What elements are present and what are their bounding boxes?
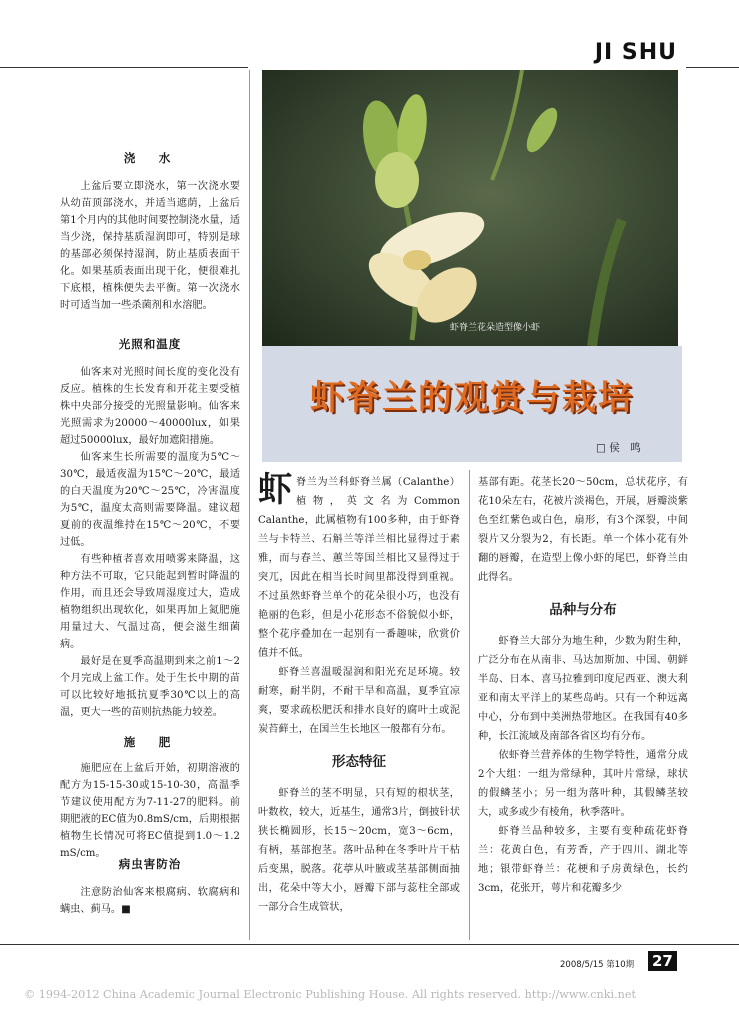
column-divider	[249, 70, 250, 940]
paragraph: 基部有距。花茎长20～50cm，总状花序，有花10朵左右，花被片淡褐色，开展，唇瓣淡紫色至红紫色或白色，扇形，有3个深裂，中间裂片又分裂为2，有长距。单一个体小花有外翻的唇瓣，在造型上像小虾的尾巴，虾脊兰由此得名。	[478, 477, 688, 583]
paragraph-text: 脊兰为兰科虾脊兰属（Calanthe）植物，英文名为Common Calanthe，此属植物有100多种，由于虾脊兰与卡特兰、石斛兰等洋兰相比显得过于素雅，而与春兰、蕙兰等国兰相比又显得过于突兀，因此在相当长时间里都没得到重视。不过虽然虾脊兰单个的花朵很小巧，也没有艳丽的色彩，但是小花形态不俗貌似小虾，整个花序叠加在一起别有一番趣味，欣赏价值并不低。	[258, 477, 460, 659]
orchid-illustration	[262, 70, 678, 346]
section-heading-fertilize: 施 肥	[123, 735, 177, 749]
paragraph: 最好是在夏季高温期到来之前1～2个月完成上盆工作。处于生长中期的苗可以比较好地抵抗夏季30℃以上的高温，更大一些的苗则抗热能力较差。	[60, 656, 240, 718]
footer-rule	[0, 944, 739, 945]
light-text	[60, 364, 240, 721]
paragraph: 仙客来生长所需要的温度为5℃～30℃，最适夜温为15℃～20℃，最适的白天温度为20℃～25℃，冷害温度为5℃，温度太高则需要降温。建议超夏前的夜温维持在15℃～20℃，不要过低。	[60, 452, 240, 548]
orchid-photo	[262, 70, 678, 346]
section-heading-watering: 浇 水	[123, 151, 177, 165]
paragraph	[258, 470, 460, 663]
paragraph: 施肥应在上盆后开始，初期溶液的配方为15-15-30或15-10-30，高温季节建议使用配方为7-11-27的肥料。前期肥液的EC值为0.8mS/cm，后期根据植物生长情况可将EC值提到1.0～1.2 mS/cm。	[60, 763, 240, 859]
paragraph: 虾脊兰的茎不明显，只有短的根状茎，叶数枚，较大，近基生，通常3片，倒披针状狭长椭圆形，长15～20cm，宽3～6cm，有柄，基部抱茎。落叶品种在冬季叶片干枯后变黑，脱落。花葶从叶腋或茎基部侧面抽出，花朵中等大小，唇瓣下部与蕊柱全部或一部分合生成管状，	[258, 788, 460, 913]
issue-date: 2008/5/15 第10期	[560, 960, 635, 970]
header-rule	[0, 67, 248, 68]
subheading-morphology: 形态特征	[332, 754, 386, 770]
paragraph: 有些种植者喜欢用喷雾来降温，这种方法不可取，它只能起到暂时降温的作用，而且还会导致周湿度过大，造成植物组织出现软化，如果再加上氮肥施用量过大、气温过高，便会滋生细菌病。	[60, 554, 240, 650]
section-tag: JI SHU	[594, 40, 677, 65]
paragraph: 注意防治仙客来根腐病、软腐病和螨虫、蓟马。■	[60, 887, 240, 915]
paragraph: 虾脊兰品种较多，主要有变种疏花虾脊兰：花黄白色，有芳香，产于四川、湖北等地；银带虾脊兰：花梗和子房黄绿色，长约3cm，花张开，萼片和花瓣多少	[478, 826, 688, 894]
fertilize-text	[60, 760, 240, 862]
photo-caption: 虾脊兰花朵造型像小虾	[450, 323, 541, 333]
paragraph: 虾脊兰大部分为地生种，少数为附生种，广泛分布在从南非、马达加斯加、中国、朝鲜半岛、日本、喜马拉雅到印度尼西亚、澳大利亚和南太平洋上的某些岛屿。只有一个种远离中心，分布到中美洲热带地区。在我国有40多种，长江流域及南部各省区均有分布。	[478, 636, 688, 742]
author: □ 侯 鸣	[596, 442, 641, 454]
middle-column	[258, 470, 460, 917]
section-heading-light: 光照和温度	[118, 337, 182, 351]
article-title: 虾脊兰的观赏与栽培	[310, 378, 634, 418]
paragraph: 虾脊兰喜温暖湿润和阳光充足环境。较耐寒，耐半阴，不耐干旱和高温，夏季宜凉爽，要求疏松肥沃和排水良好的腐叶土或泥炭苔藓土，在国兰生长地区一般都有分布。	[258, 667, 460, 735]
copyright-notice: © 1994-2012 China Academic Journal Electronic Publishing House. All rights reserved. http://www.cnki.net	[24, 988, 636, 1001]
drop-cap: 虾	[258, 470, 292, 510]
header-rule-right	[686, 67, 739, 68]
column-divider	[469, 470, 470, 940]
section-heading-pests: 病虫害防治	[118, 857, 182, 871]
watering-text	[60, 178, 240, 314]
paragraph: 仙客来对光照时间长度的变化没有反应。植株的生长发育和开花主要受植株中央部分接受的光照量影响。仙客来光照需求为20000～40000lux，如果超过50000lux，最好加遮阳措施。	[60, 367, 240, 446]
right-column	[478, 473, 688, 898]
pests-text	[60, 884, 240, 918]
page-number: 27	[648, 951, 677, 971]
paragraph: 上盆后要立即浇水，第一次浇水要从幼苗顶部浇水，并适当遮荫，上盆后第1个月内的其他时间要控制浇水量，适当少浇，保持基质湿润即可，特别是球的基部必须保持湿润，防止基质表面干化。如果基质表面出现干化，便很难扎下底根，植株便失去平衡。第一次浇水时可适当加一些杀菌剂和水溶肥。	[60, 181, 240, 311]
paragraph: 依虾脊兰营养体的生物学特性，通常分成2个大组：一组为常绿种，其叶片常绿，球状的假鳞茎小；另一组为落叶种，其假鳞茎较大，或多或少有棱角，秋季落叶。	[478, 750, 688, 818]
subheading-varieties: 品种与分布	[549, 602, 617, 618]
